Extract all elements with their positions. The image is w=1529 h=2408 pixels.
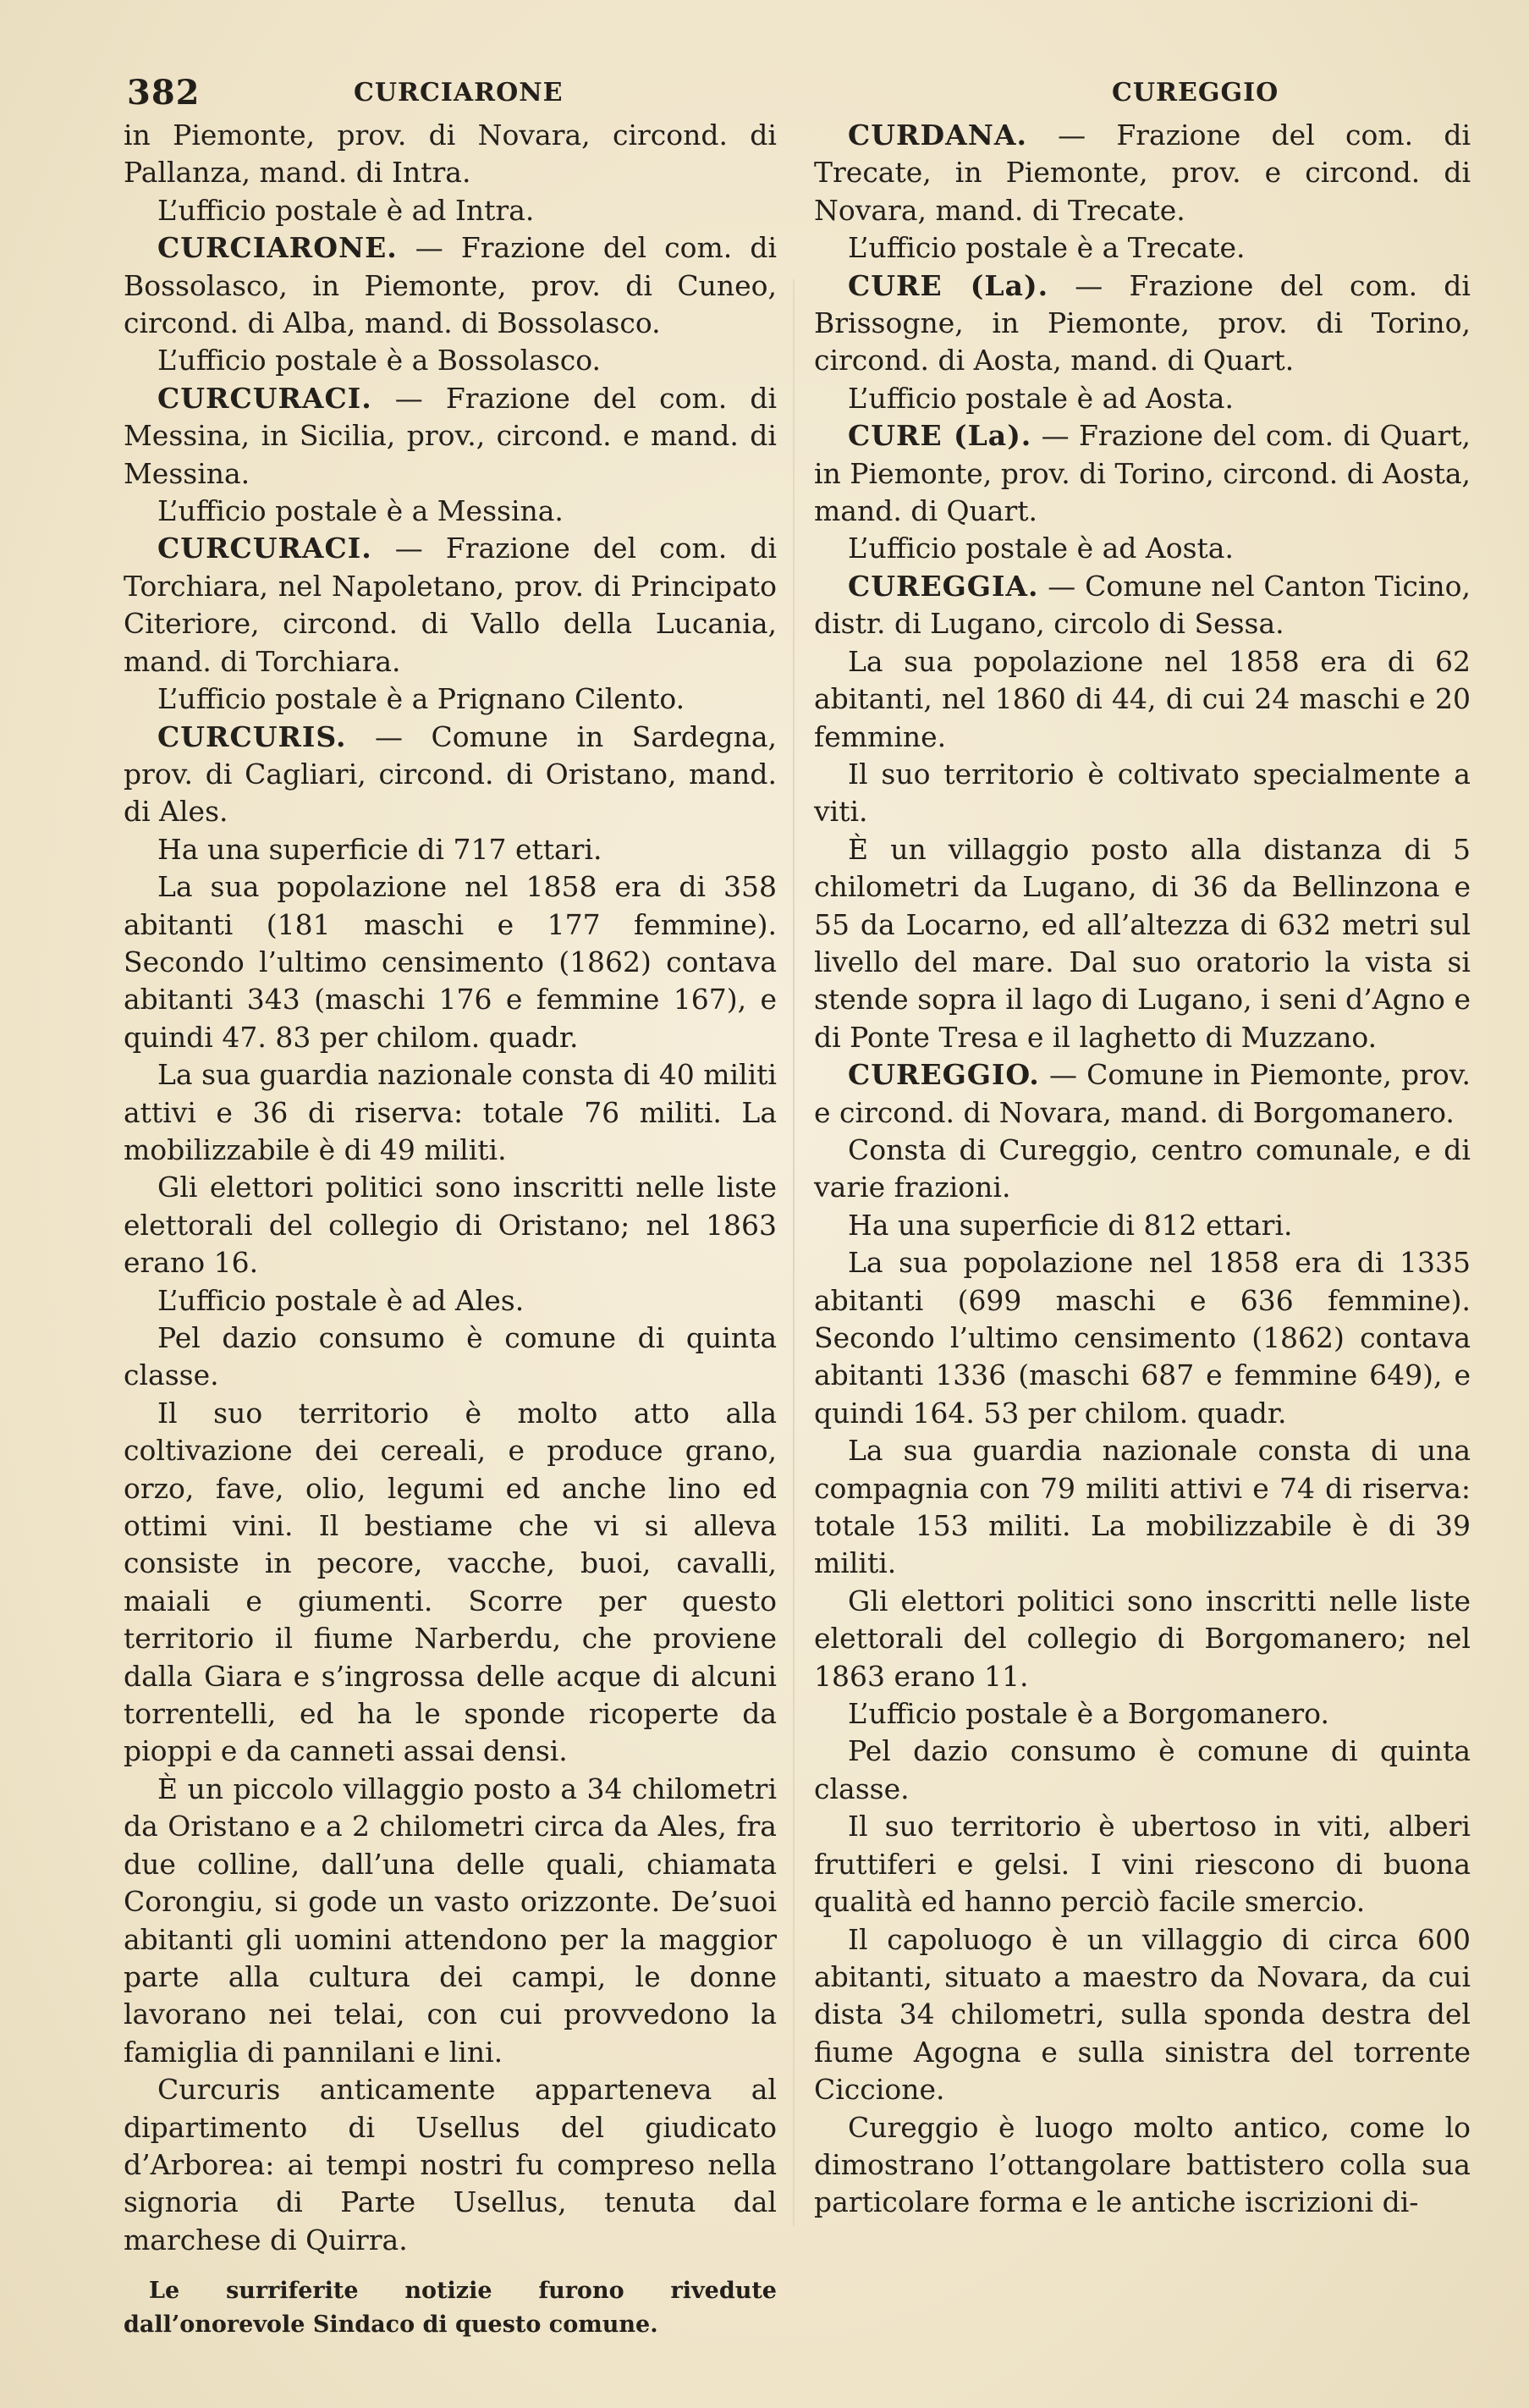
paragraph-text: Cureggio è luogo molto antico, come lo dimostrano l’ottangolare battistero colla sua particolare forma e le antiche iscrizioni di- — [814, 2110, 1471, 2219]
body-paragraph — [814, 2109, 1471, 2222]
paragraph-text: Consta di Cureggio, centro comunale, e di varie frazioni. — [814, 1132, 1471, 1204]
paragraph-text: Il suo territorio è coltivato specialmente a viti. — [814, 757, 1471, 829]
entry-title: CUREGGIA. — [848, 569, 1039, 603]
entry-paragraph — [124, 530, 777, 681]
entry-paragraph — [124, 229, 777, 342]
paragraph-text: Pel dazio consumo è comune di quinta classe. — [814, 1734, 1471, 1805]
paragraph-text: L’ufficio postale è a Borgomanero. — [848, 1697, 1329, 1731]
paragraph-text: — Frazione del com. di Bossolasco, in Piemonte, prov. di Cuneo, circond. di Alba, mand. di Bossolasco. — [124, 231, 777, 340]
paragraph-text: L’ufficio postale è ad Ales. — [157, 1283, 525, 1317]
body-paragraph — [814, 1733, 1471, 1808]
body-paragraph — [814, 1207, 1471, 1244]
paragraph-text: La sua popolazione nel 1858 era di 62 abitanti, nel 1860 di 44, di cui 24 maschi e 20 femmine. — [814, 644, 1471, 753]
body-paragraph — [814, 756, 1471, 831]
body-paragraph — [814, 380, 1471, 417]
paragraph-text: in Piemonte, prov. di Novara, circond. di Pallanza, mand. di Intra. — [124, 118, 777, 190]
paragraph-text: Gli elettori politici sono inscritti nelle liste elettorali del collegio di Oristano; nel 1863 erano 16. — [124, 1171, 777, 1280]
paragraph-text: Le surriferite notizie furono rivedute dall’onorevole Sindaco di questo comune. — [124, 2278, 777, 2339]
paragraph-text: L’ufficio postale è ad Aosta. — [848, 381, 1234, 415]
paragraph-text: È un piccolo villaggio posto a 34 chilometri da Oristano e a 2 chilometri circa da Ales, fra due colline, dall’una delle quali, chiamata Corongiu, si gode un vasto orizzonte. De’suoi abitanti gli uomini attendono per la maggior parte alla cultura dei campi, le donne lavorano nei telai, con cui provvedono la famiglia di pannilani e lini. — [124, 1772, 777, 2069]
body-paragraph — [124, 493, 777, 530]
body-paragraph — [814, 1808, 1471, 1920]
paragraph-text: — Frazione del com. di Messina, in Sicilia, prov., circond. e mand. di Messina. — [124, 381, 777, 490]
body-paragraph — [814, 1432, 1471, 1583]
entry-title: CURCURACI. — [157, 532, 372, 565]
body-paragraph — [814, 1132, 1471, 1207]
entry-title: CURE (La). — [848, 419, 1032, 453]
paragraph-text: Ha una superficie di 717 ettari. — [157, 832, 602, 866]
body-paragraph — [124, 2071, 777, 2259]
paragraph-text: La sua popolazione nel 1858 era di 358 abitanti (181 maschi e 177 femmine). Secondo l’ultimo censimento (1862) contava abitanti 343 (maschi 176 e femmine 167), e quindi 47. 83 per chilom. quadr. — [124, 870, 777, 1054]
paragraph-text: La sua guardia nazionale consta di una compagnia con 79 militi attivi e 74 di riserva: totale 153 militi. La mobilizzabile è di 39 militi. — [814, 1434, 1471, 1580]
entry-paragraph — [814, 267, 1471, 380]
entry-paragraph — [814, 1056, 1471, 1132]
page-number: 382 — [127, 73, 201, 113]
paragraph-text: L’ufficio postale è a Messina. — [157, 494, 564, 528]
body-paragraph — [124, 1771, 777, 2071]
paragraph-text: — Frazione del com. di Brissogne, in Piemonte, prov. di Torino, circond. di Aosta, mand. di Quart. — [814, 268, 1471, 377]
entry-paragraph — [814, 417, 1471, 530]
paragraph-text: — Frazione del com. di Trecate, in Piemonte, prov. e circond. di Novara, mand. di Trecate. — [814, 118, 1471, 227]
paragraph-text: L’ufficio postale è a Prignano Cilento. — [157, 682, 685, 716]
entry-title: CURCURACI. — [157, 381, 372, 415]
body-paragraph — [814, 1695, 1471, 1733]
body-paragraph — [814, 229, 1471, 267]
body-paragraph — [124, 1169, 777, 1281]
entry-title: CURDANA. — [848, 118, 1027, 152]
body-paragraph — [814, 643, 1471, 756]
body-paragraph — [814, 1583, 1471, 1695]
paragraph-text: La sua guardia nazionale consta di 40 militi attivi e 36 di riserva: totale 76 militi. La mobilizzabile è di 49 militi. — [124, 1058, 777, 1166]
column-divider — [793, 279, 795, 2226]
paragraph-text: Il capoluogo è un villaggio di circa 600 abitanti, situato a maestro da Novara, da cui dista 34 chilometri, sulla sponda destra del fiume Agogna e sulla sinistra del torrente Ciccione. — [814, 1922, 1471, 2107]
entry-paragraph — [124, 719, 777, 831]
footnote — [124, 2274, 777, 2342]
entry-paragraph — [124, 380, 777, 493]
paragraph-text: Il suo territorio è molto atto alla coltivazione dei cereali, e produce grano, orzo, fave, olio, legumi ed anche lino ed ottimi vini. Il bestiame che vi si alleva consiste in pecore, vacche, buoi, cavalli, maiali e giumenti. Scorre per questo territorio il fiume Narberdu, che proviene dalla Giara e s’ingrossa delle acque di alcuni torrentelli, ed ha le sponde ricoperte da pioppi e da canneti assai densi. — [124, 1396, 777, 1768]
paragraph-text: L’ufficio postale è ad Aosta. — [848, 532, 1234, 565]
paragraph-text: Pel dazio consumo è comune di quinta classe. — [124, 1321, 777, 1392]
paragraph-text: L’ufficio postale è a Bossolasco. — [157, 344, 602, 377]
entry-title: CUREGGIO. — [848, 1058, 1040, 1092]
paragraph-text: L’ufficio postale è a Trecate. — [848, 231, 1246, 265]
body-paragraph — [814, 1921, 1471, 2109]
body-paragraph — [814, 530, 1471, 567]
running-title-right: CUREGGIO — [1112, 78, 1279, 107]
entry-paragraph — [814, 117, 1471, 229]
paragraph-text: Gli elettori politici sono inscritti nelle liste elettorali del collegio di Borgomanero; nel 1863 erano 11. — [814, 1584, 1471, 1693]
body-paragraph — [124, 831, 777, 868]
body-paragraph — [124, 1320, 777, 1395]
entry-paragraph — [814, 568, 1471, 643]
entry-title: CURE (La). — [848, 268, 1049, 302]
paragraph-text: — Comune in Sardegna, prov. di Cagliari, circond. di Oristano, mand. di Ales. — [124, 719, 777, 829]
paragraph-text: L’ufficio postale è ad Intra. — [157, 193, 535, 227]
paragraph-text: È un villaggio posto alla distanza di 5 chilometri da Lugano, di 36 da Bellinzona e 55 da Locarno, ed all’altezza di 632 metri sul livello del mare. Dal suo oratorio la vista si stende sopra il lago di Lugano, i seni d’Agno e di Ponte Tresa e il laghetto di Muzzano. — [814, 832, 1471, 1054]
paragraph-text: La sua popolazione nel 1858 era di 1335 abitanti (699 maschi e 636 femmine). Secondo l’ultimo censimento (1862) contava abitanti 1336 (maschi 687 e femmine 649), e quindi 164. 53 per chilom. quadr. — [814, 1246, 1471, 1430]
paragraph-text: Curcuris anticamente apparteneva al dipartimento di Usellus del giudicato d’Arborea: ai tempi nostri fu compreso nella signoria di Parte Usellus, tenuta dal marchese di Quirra. — [124, 2073, 777, 2256]
body-paragraph — [124, 1395, 777, 1771]
right-column — [814, 117, 1471, 2222]
paragraph-text: Ha una superficie di 812 ettari. — [848, 1208, 1293, 1242]
body-paragraph — [124, 1282, 777, 1320]
body-paragraph — [124, 192, 777, 229]
body-paragraph — [124, 1056, 777, 1169]
body-paragraph — [124, 342, 777, 379]
paragraph-text: — Frazione del com. di Torchiara, nel Napoletano, prov. di Principato Citeriore, circond. di Vallo della Lucania, mand. di Torchiara. — [124, 532, 777, 678]
body-paragraph — [814, 1244, 1471, 1432]
paragraph-text: — Frazione del com. di Quart, in Piemonte, prov. di Torino, circond. di Aosta, mand. di Quart. — [814, 419, 1471, 528]
paragraph-text: — Comune in Piemonte, prov. e circond. di Novara, mand. di Borgomanero. — [814, 1058, 1471, 1129]
paragraph-text: Il suo territorio è ubertoso in viti, alberi fruttiferi e gelsi. I vini riescono di buona qualità ed hanno perciò facile smercio. — [814, 1810, 1471, 1919]
body-paragraph — [124, 868, 777, 1056]
entry-title: CURCIARONE. — [157, 231, 398, 265]
body-paragraph — [124, 681, 777, 718]
body-paragraph — [814, 831, 1471, 1056]
left-column — [124, 117, 777, 2342]
body-paragraph — [124, 117, 777, 192]
entry-title: CURCURIS. — [157, 719, 347, 753]
paragraph-text: — Comune nel Canton Ticino, distr. di Lugano, circolo di Sessa. — [814, 569, 1471, 641]
running-title-left: CURCIARONE — [354, 78, 564, 107]
